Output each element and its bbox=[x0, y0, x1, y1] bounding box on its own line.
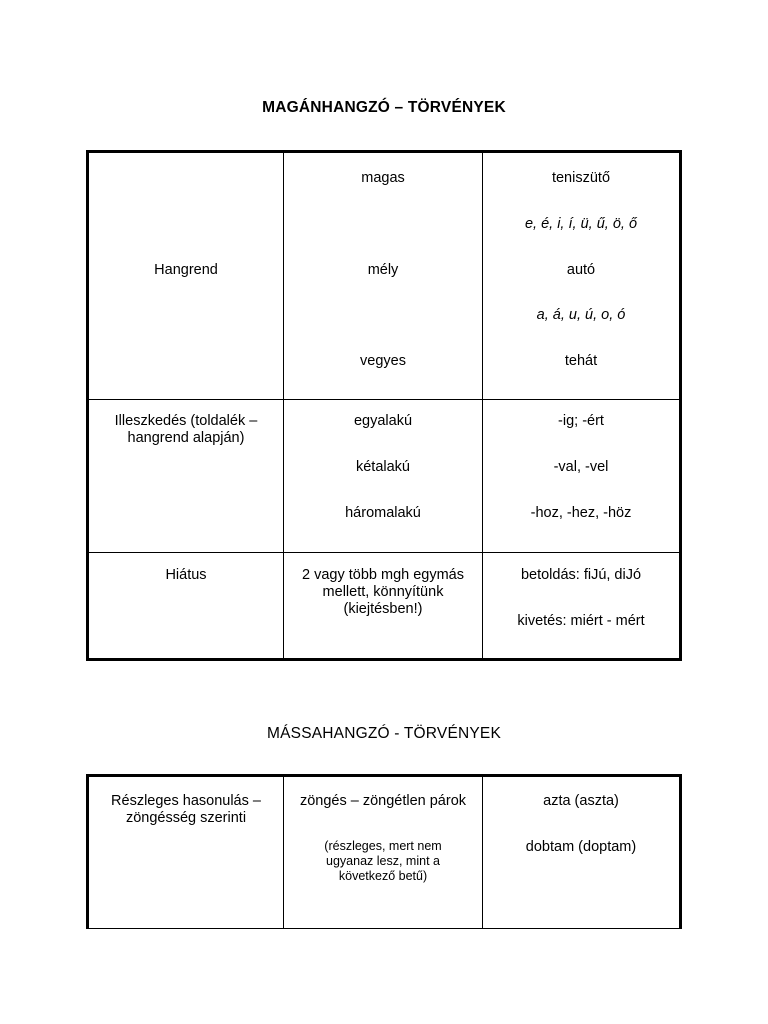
hangrend-example-3: autó bbox=[566, 262, 596, 278]
hangrend-examples-cell bbox=[483, 152, 681, 400]
vowel-laws-table bbox=[86, 150, 682, 661]
table-row-hiatus bbox=[88, 553, 681, 660]
hiatus-example-2: kivetés: miért - mért bbox=[517, 613, 645, 629]
hangrend-example-5: tehát bbox=[564, 353, 598, 369]
illeszkedes-type-2: kétalakú bbox=[355, 459, 410, 475]
reszleges-example-2: dobtam (doptam) bbox=[525, 839, 637, 855]
illeszkedes-example-2: -val, -vel bbox=[553, 459, 609, 475]
illeszkedes-type-1: egyalakú bbox=[353, 413, 413, 429]
reszleges-note: (részleges, mert nem ugyanaz lesz, mint a következő betű) bbox=[324, 839, 442, 883]
hangrend-types-cell bbox=[284, 152, 483, 400]
reszleges-type: zöngés – zöngétlen párok bbox=[299, 793, 467, 809]
vowel-laws-title: MAGÁNHANGZÓ – TÖRVÉNYEK bbox=[262, 99, 506, 116]
hiatus-label: Hiátus bbox=[165, 567, 207, 583]
hangrend-label-cell bbox=[88, 152, 284, 400]
reszleges-type-cell bbox=[284, 776, 483, 929]
illeszkedes-type-3: háromalakú bbox=[345, 505, 421, 521]
consonant-laws-table bbox=[86, 774, 682, 929]
table-row-illeszkedes bbox=[88, 400, 681, 553]
illeszkedes-example-3: -hoz, -hez, -höz bbox=[530, 505, 632, 521]
hangrend-example-4: a, á, u, ú, o, ó bbox=[536, 307, 626, 323]
illeszkedes-example-1: -ig; -ért bbox=[558, 413, 604, 429]
table-row-reszleges bbox=[88, 776, 681, 929]
reszleges-example-1: azta (aszta) bbox=[543, 793, 619, 809]
hiatus-examples-cell bbox=[483, 553, 681, 660]
hiatus-description: 2 vagy több mgh egymás mellett, könnyítünk (kiejtésben!) bbox=[301, 567, 464, 617]
illeszkedes-label-cell bbox=[88, 400, 284, 553]
hangrend-label: Hangrend bbox=[154, 262, 218, 278]
hangrend-type-vegyes: vegyes bbox=[360, 353, 406, 369]
consonant-laws-title: MÁSSAHANGZÓ - TÖRVÉNYEK bbox=[267, 725, 501, 742]
reszleges-label: Részleges hasonulás – zöngésség szerinti bbox=[111, 793, 261, 826]
hiatus-example-1: betoldás: fiJú, diJó bbox=[520, 567, 642, 583]
illeszkedes-examples-cell bbox=[483, 400, 681, 553]
hiatus-label-cell bbox=[88, 553, 284, 660]
hangrend-type-magas: magas bbox=[361, 170, 405, 186]
hangrend-type-mely: mély bbox=[367, 262, 399, 278]
hangrend-example-1: teniszütő bbox=[551, 170, 611, 186]
reszleges-examples-cell bbox=[483, 776, 681, 929]
hangrend-example-2: e, é, i, í, ü, ű, ö, ő bbox=[524, 216, 638, 232]
illeszkedes-label: Illeszkedés (toldalék – hangrend alapján) bbox=[114, 413, 258, 446]
table-row-hangrend bbox=[88, 152, 681, 400]
illeszkedes-types-cell bbox=[284, 400, 483, 553]
reszleges-label-cell bbox=[88, 776, 284, 929]
hiatus-description-cell bbox=[284, 553, 483, 660]
